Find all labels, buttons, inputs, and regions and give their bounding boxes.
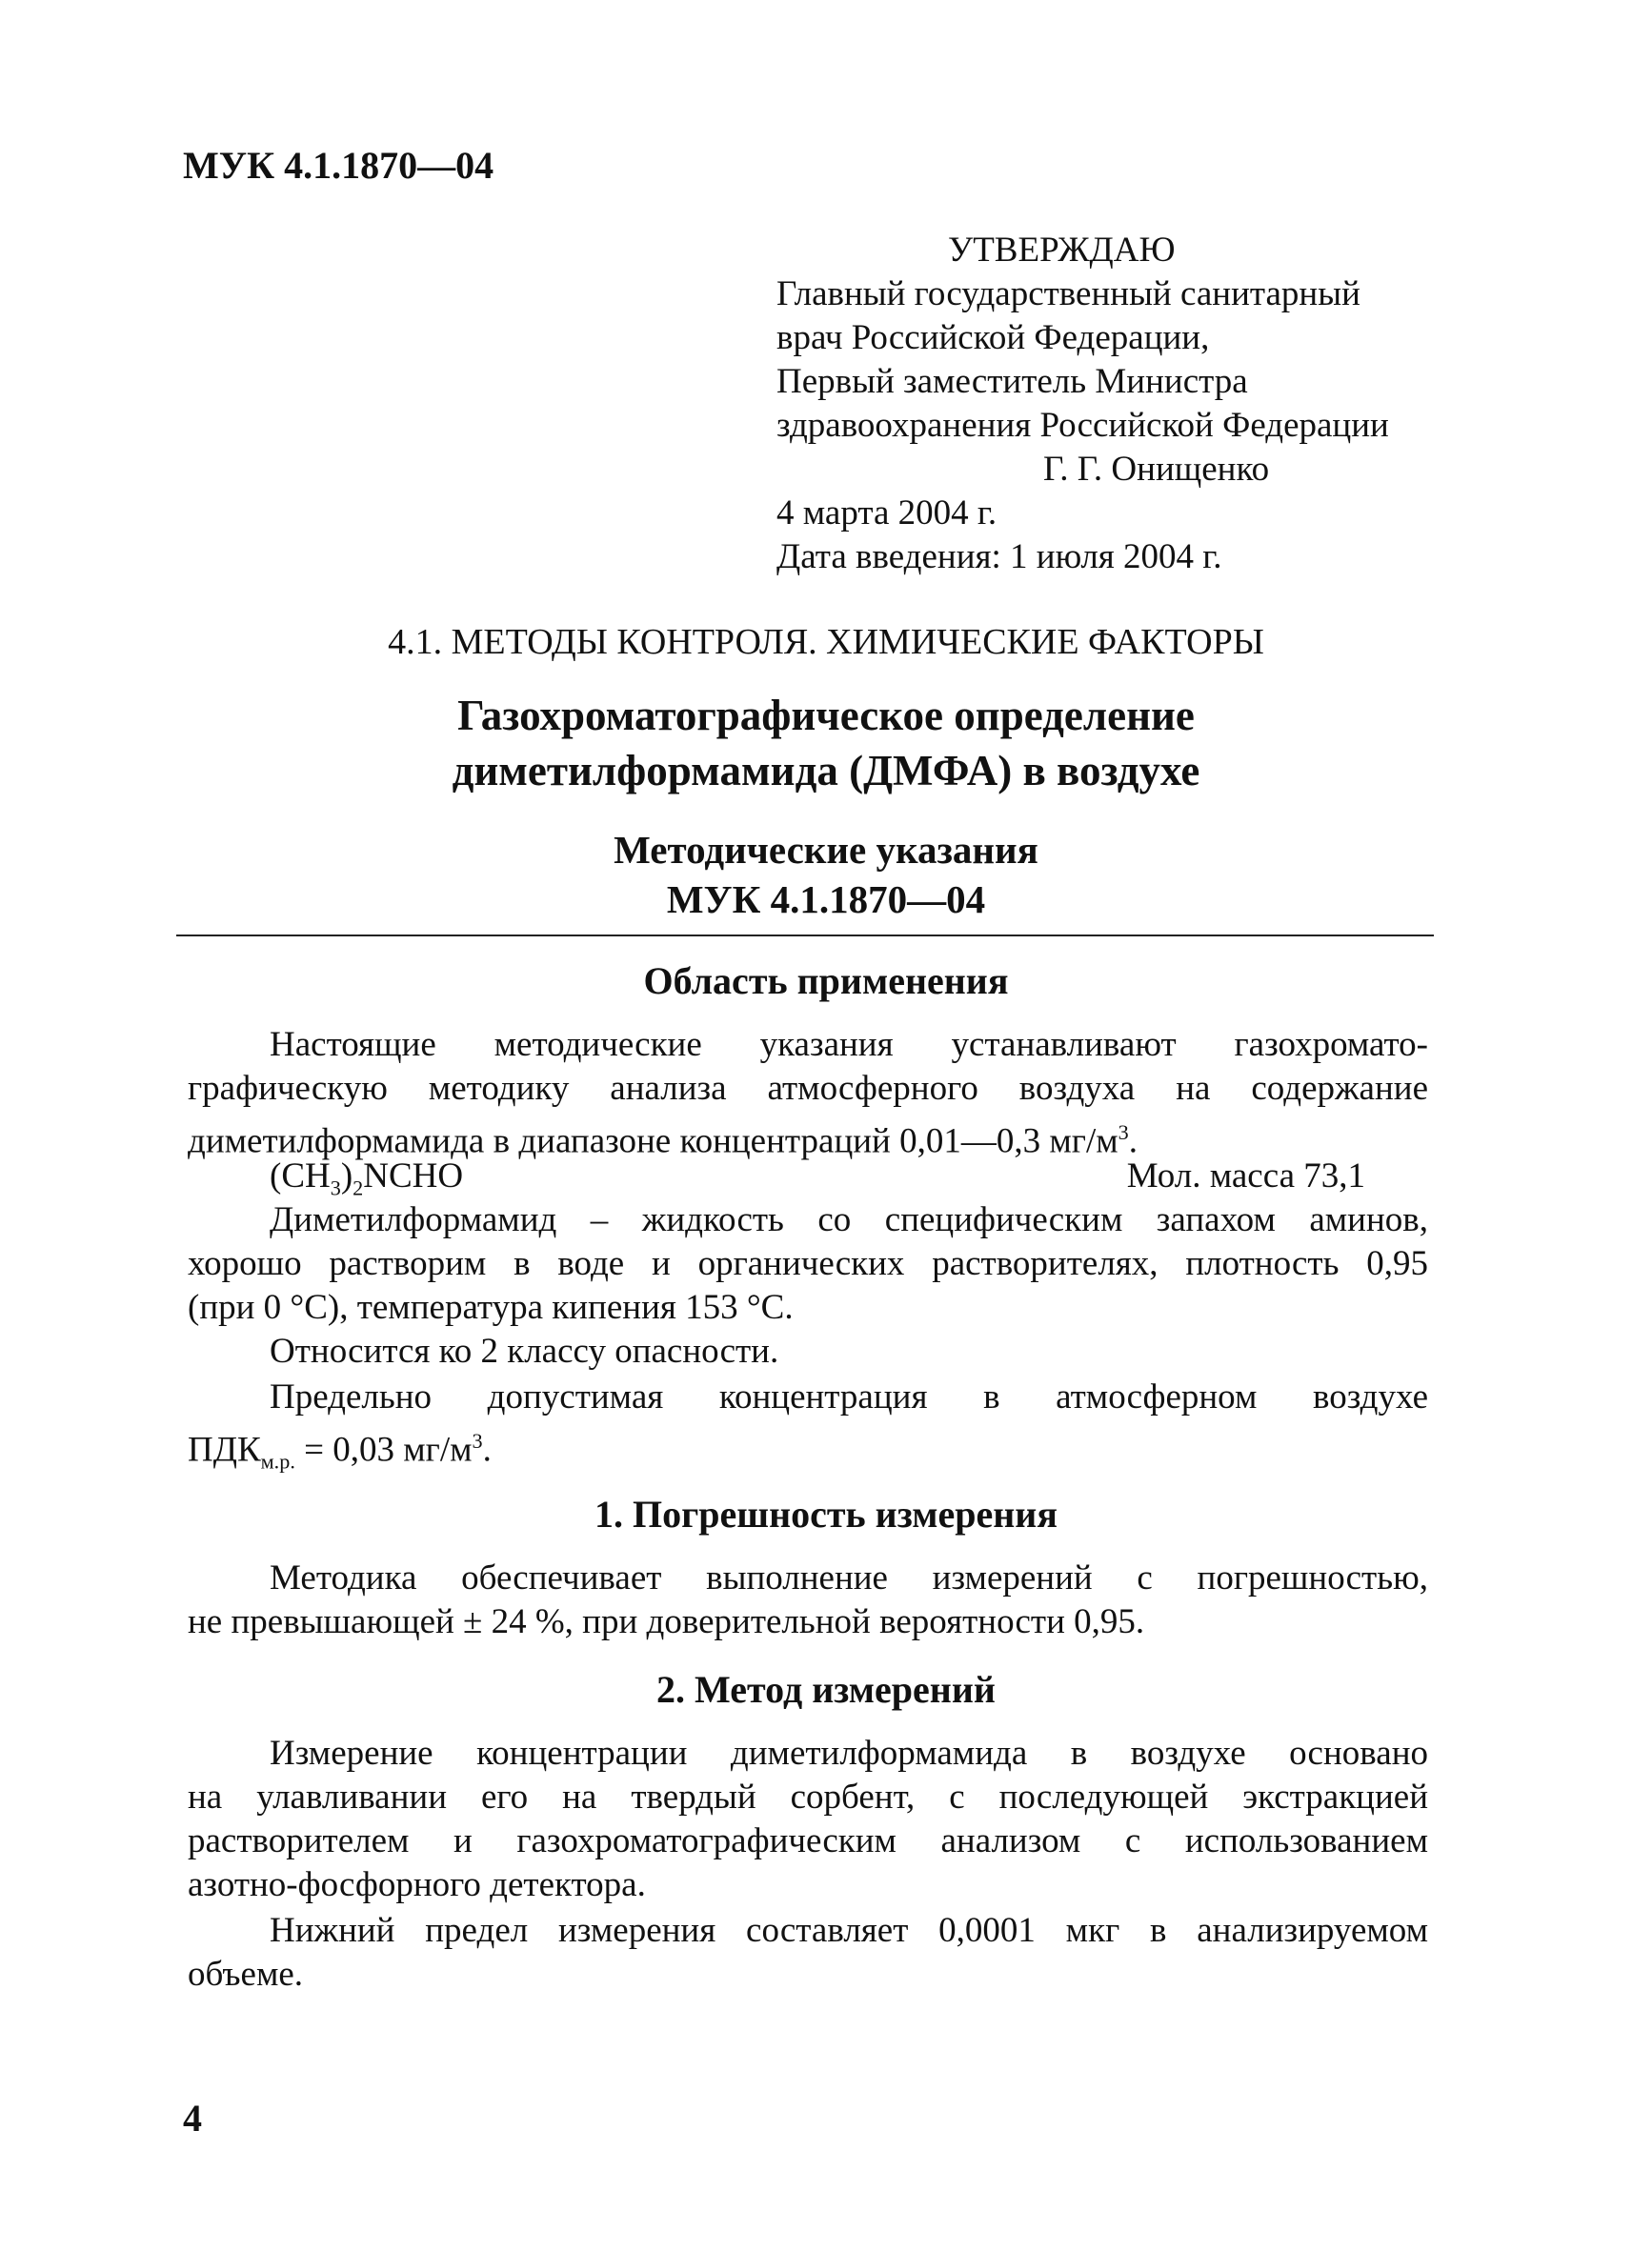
pdk-value: = 0,03 мг/м <box>294 1430 473 1470</box>
approval-line-1: Главный государственный санитарный <box>776 274 1360 313</box>
page-number: 4 <box>183 2097 202 2140</box>
scope-p4-line-1: Предельно допустимая концентрация в атмосферном воздухе <box>270 1377 1428 1417</box>
scope-paragraph-2 <box>188 1198 1428 1330</box>
formula-part-a: (CH <box>270 1156 331 1196</box>
section-2-p2-line-2: объеме. <box>188 1955 304 1994</box>
section-kind: 4.1. МЕТОДЫ КОНТРОЛЯ. ХИМИЧЕСКИЕ ФАКТОРЫ <box>388 622 1264 662</box>
approval-line-3: Первый заместитель Министра <box>776 362 1248 401</box>
molecular-mass: Мол. масса 73,1 <box>1126 1156 1365 1196</box>
approval-date: 4 марта 2004 г. <box>776 493 997 533</box>
section-2-paragraph-1 <box>188 1732 1428 1907</box>
pdk-label: ПДК <box>188 1430 261 1470</box>
section-2-p2-line-1: Нижний предел измерения составляет 0,0001 мкг в анализируемом <box>270 1911 1428 1950</box>
section-2-heading: 2. Метод измерений <box>656 1668 996 1711</box>
doc-title-line-2: диметилформамида (ДМФА) в воздухе <box>452 747 1200 794</box>
approval-block <box>776 229 1389 579</box>
header-doc-code: МУК 4.1.1870—04 <box>183 144 494 187</box>
scope-p1-line-2: графическую методику анализа атмосферного воздуха на содержание <box>188 1069 1428 1108</box>
approval-signer: Г. Г. Онищенко <box>1043 450 1270 489</box>
doc-title-line-1: Газохроматографическое определение <box>457 692 1195 739</box>
scope-paragraph-3 <box>188 1330 1428 1374</box>
scope-p2-line-1: Диметилформамид – жидкость со специфическим запахом аминов, <box>270 1200 1428 1239</box>
formula-sub-1: 3 <box>330 1176 341 1200</box>
approval-title: УТВЕРЖДАЮ <box>948 231 1176 270</box>
scope-p1-line-3-sup: 3 <box>1118 1120 1129 1144</box>
scope-p3-line: Относится ко 2 классу опасности. <box>270 1332 779 1371</box>
doc-subtitle-line-1: Методические указания <box>614 828 1038 872</box>
pdk-end: . <box>482 1430 492 1470</box>
pdk-sup: 3 <box>472 1429 483 1453</box>
section-2-p1-line-3: растворителем и газохроматографическим анализом с использованием <box>188 1821 1428 1860</box>
scope-p4-line-2 <box>188 1419 1428 1484</box>
section-1-line-2: не превышающей ± 24 %, при доверительной вероятности 0,95. <box>188 1602 1145 1641</box>
scope-heading: Область применения <box>643 959 1009 1002</box>
scope-paragraph-4 <box>188 1376 1428 1484</box>
approval-effective-date: Дата введения: 1 июля 2004 г. <box>776 537 1222 576</box>
section-2-p1-line-4: азотно-фосфорного детектора. <box>188 1865 646 1904</box>
divider-rule <box>176 935 1434 936</box>
section-1-line-1: Методика обеспечивает выполнение измерений с погрешностью, <box>270 1558 1428 1598</box>
doc-subtitle-line-2: МУК 4.1.1870—04 <box>666 877 986 921</box>
approval-line-2: врач Российской Федерации, <box>776 318 1210 357</box>
section-2-p1-line-1: Измерение концентрации диметилформамида в воздухе основано <box>270 1734 1428 1773</box>
doc-title <box>0 688 1652 798</box>
scope-p2-line-2: хорошо растворим в воде и органических растворителях, плотность 0,95 <box>188 1244 1428 1283</box>
scope-p1-line-1: Настоящие методические указания устанавливают газохромато- <box>270 1025 1428 1064</box>
section-2-paragraph-2 <box>188 1909 1428 1997</box>
doc-subtitle <box>0 825 1652 924</box>
scope-paragraph-1 <box>188 1023 1428 1163</box>
section-2-p1-line-2: на улавливании его на твердый сорбент, с последующей экстракцией <box>188 1778 1428 1817</box>
approval-line-4: здравоохранения Российской Федерации <box>776 406 1389 445</box>
section-1-paragraph <box>188 1557 1428 1644</box>
scope-p2-line-3: (при 0 °С), температура кипения 153 °С. <box>188 1288 794 1327</box>
scope-p1-line-3-text: диметилформамида в диапазоне концентраций 0,01—0,3 мг/м <box>188 1121 1118 1161</box>
section-1-heading: 1. Погрешность измерения <box>594 1493 1058 1536</box>
formula-part-c: NCHO <box>363 1156 464 1196</box>
scope-p1-line-3-end: . <box>1128 1121 1138 1161</box>
pdk-sub: м.р. <box>260 1449 295 1474</box>
formula-part-b: ) <box>340 1156 353 1196</box>
formula-sub-2: 2 <box>353 1176 364 1200</box>
